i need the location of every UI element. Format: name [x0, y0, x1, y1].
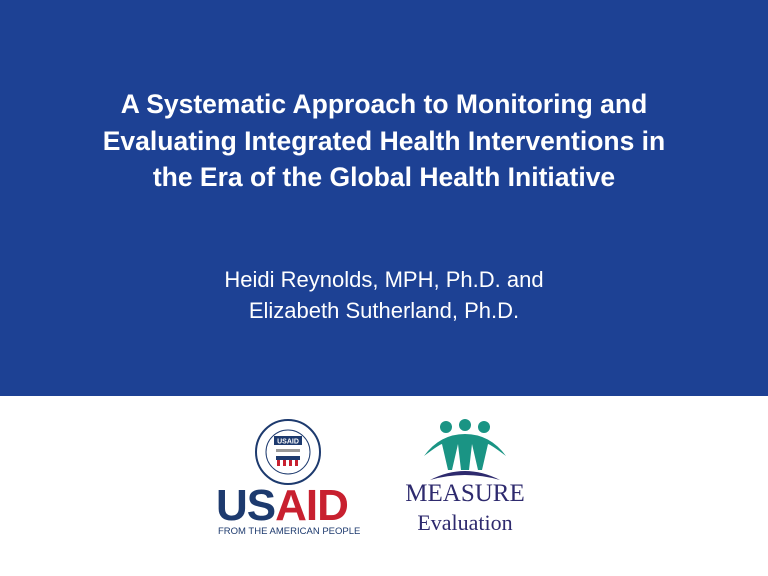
- title-line: the Era of the Global Health Initiative: [152, 162, 616, 192]
- usaid-tagline: FROM THE AMERICAN PEOPLE: [218, 526, 361, 537]
- usaid-wordmark: USAID: [216, 481, 348, 530]
- title-line: A Systematic Approach to Monitoring and: [120, 89, 648, 119]
- author-line: Heidi Reynolds, MPH, Ph.D. and: [224, 267, 544, 292]
- measure-wordmark: MEASURE: [405, 480, 525, 507]
- author-line: Elizabeth Sutherland, Ph.D.: [248, 298, 520, 323]
- usaid-seal-icon: [254, 418, 322, 486]
- measure-evaluation-wordmark: Evaluation: [417, 510, 513, 535]
- slide-authors: [0, 264, 768, 326]
- svg-text:USAID: USAID: [277, 438, 299, 446]
- measure-people-logo-icon: [420, 418, 510, 484]
- title-line: Evaluating Integrated Health Interventions in: [102, 125, 666, 156]
- slide-title: [0, 86, 768, 196]
